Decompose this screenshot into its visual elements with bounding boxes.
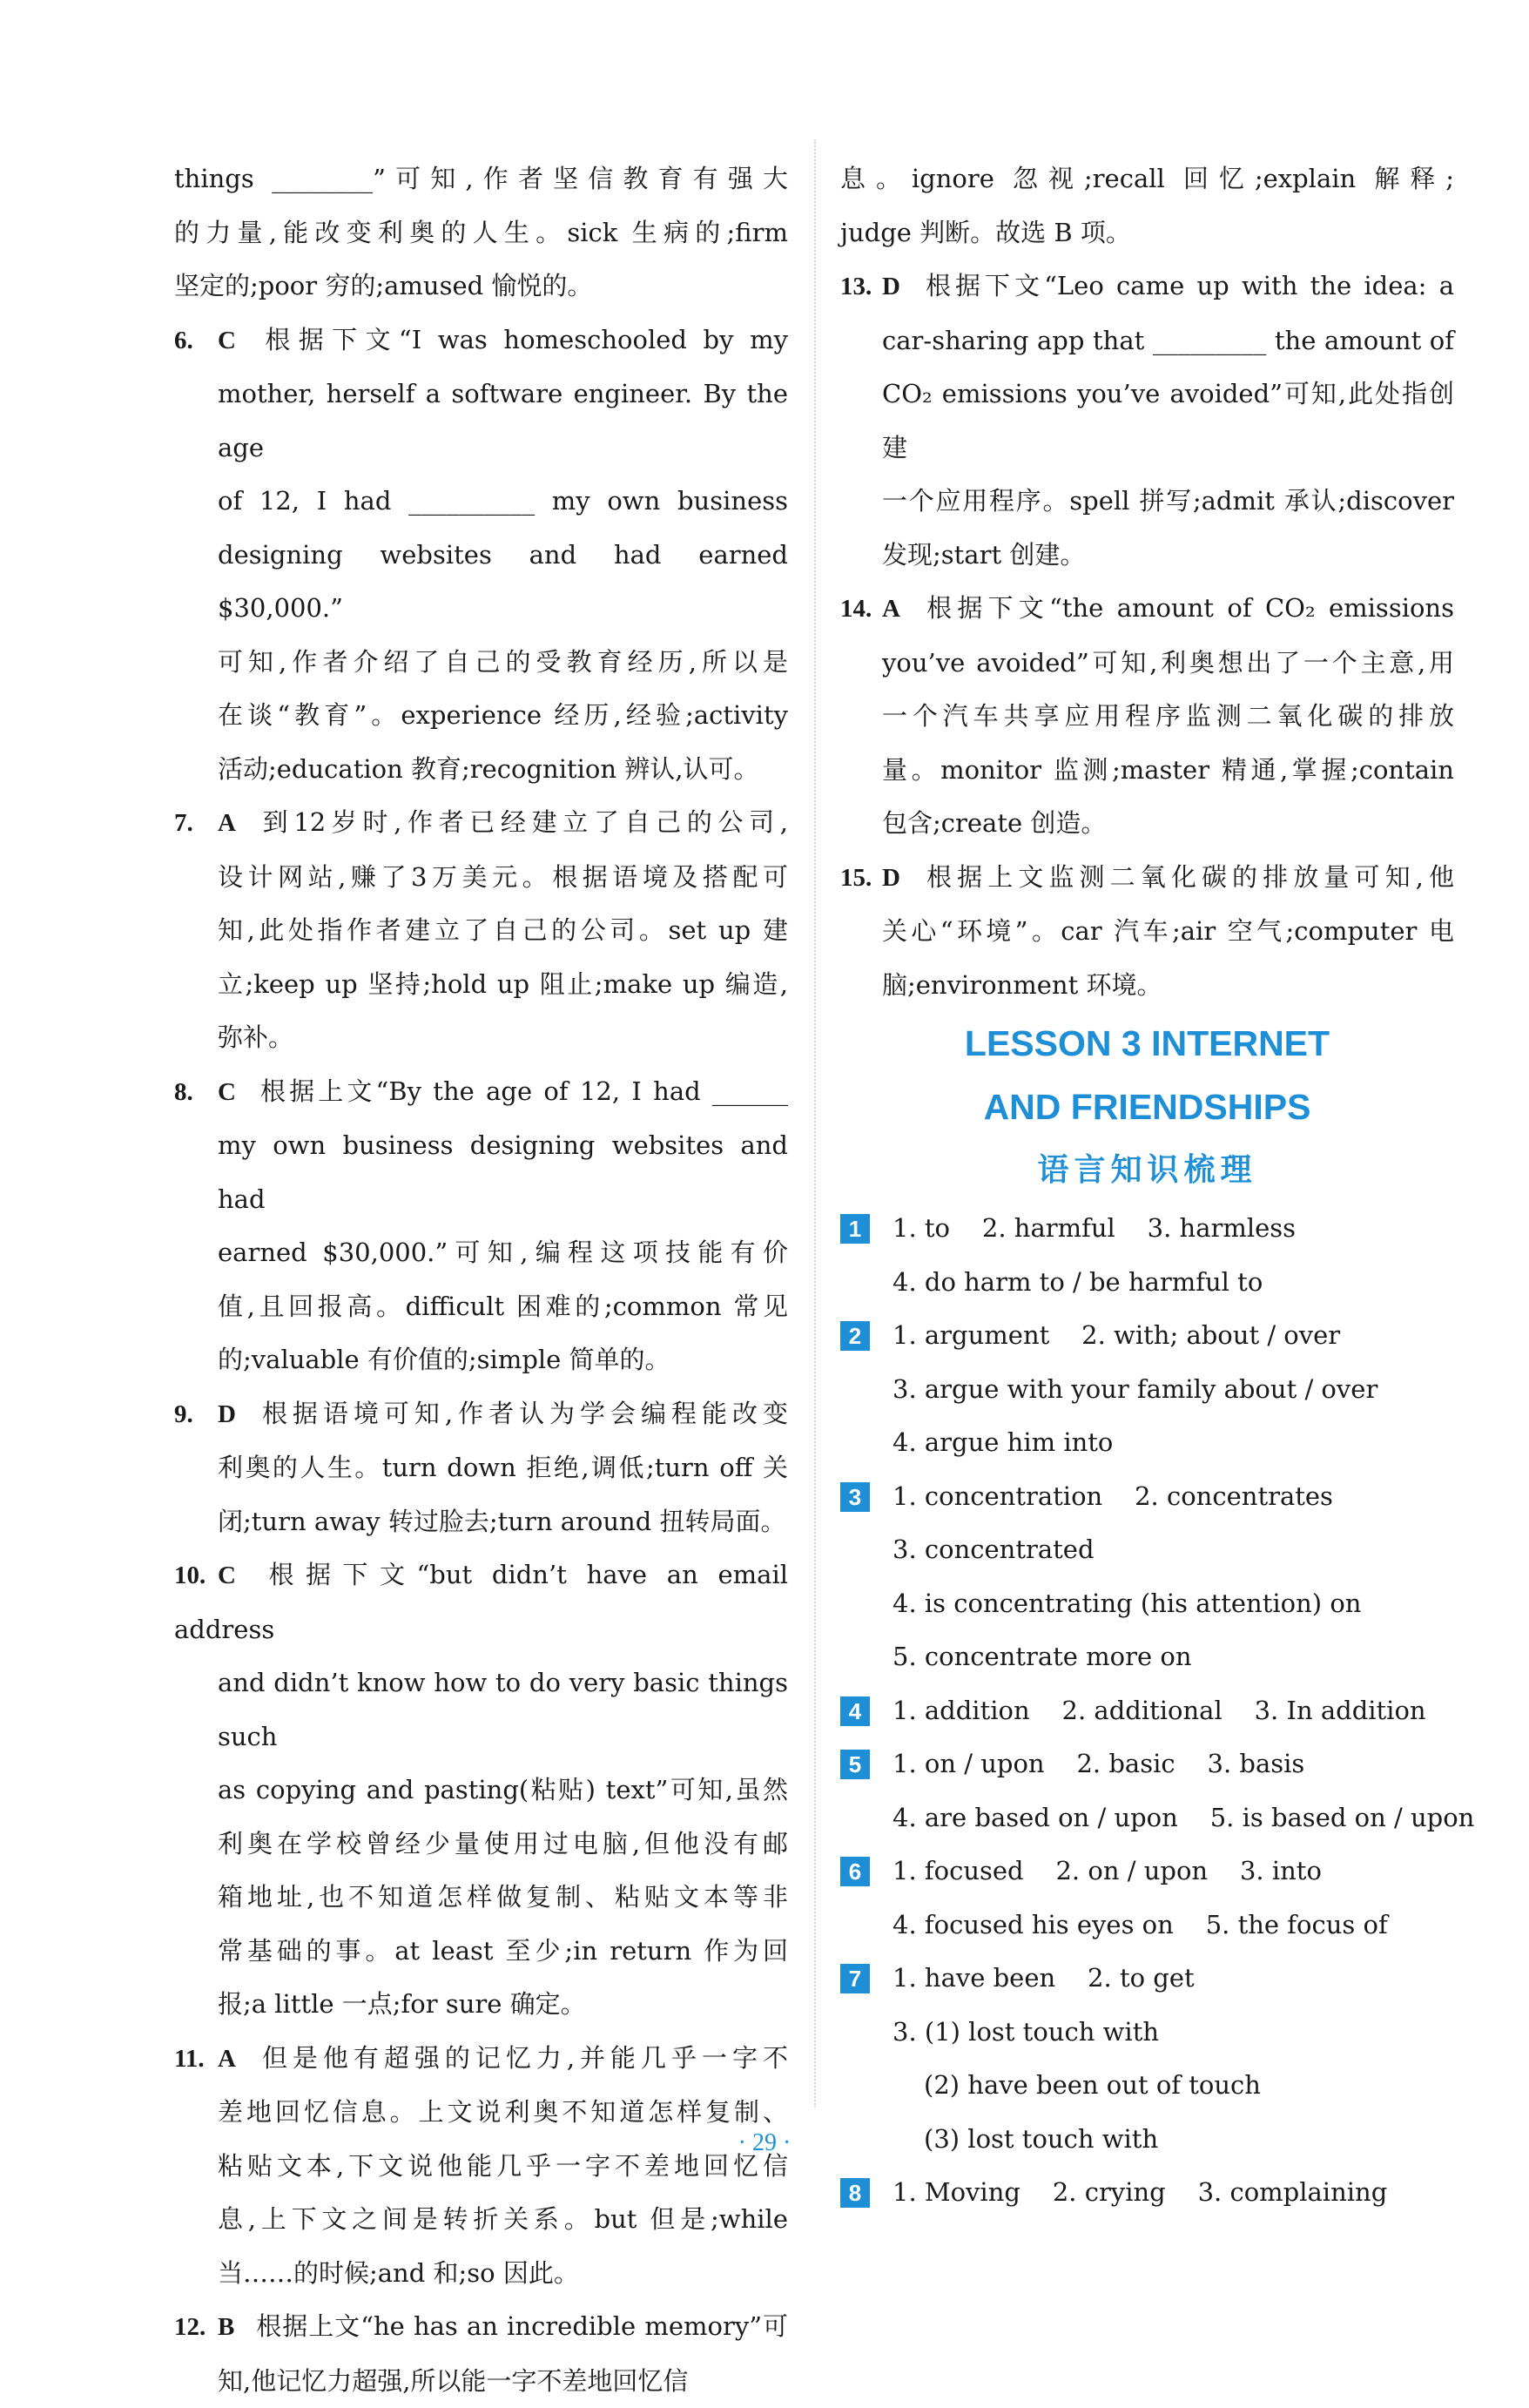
vocab-number-badge: 8 xyxy=(840,2178,870,2208)
vocab-number-badge: 5 xyxy=(840,1750,870,1779)
vocab-block xyxy=(840,1684,1454,1738)
answer-item xyxy=(174,1065,788,1387)
vocab-line: 1. on / upon 2. basic 3. basis xyxy=(892,1737,1454,1791)
vocab-line: 3. argue with your family about / over xyxy=(892,1363,1454,1417)
explanation-text: 根据下文“Leo came up with the idea: a xyxy=(921,271,1454,300)
vocab-line: 4. argue him into xyxy=(892,1416,1454,1470)
explanation-text: 根据语境可知,作者认为学会编程能改变 xyxy=(257,1399,788,1428)
answer-line xyxy=(174,1387,788,1442)
answer-line: 立;keep up 坚持;hold up 阻止;make up 编造, xyxy=(174,958,788,1012)
answer-letter: C xyxy=(218,1078,236,1106)
column-divider xyxy=(814,139,816,2108)
vocab-line: 1. argument 2. with; about / over xyxy=(892,1309,1454,1363)
answer-line: car-sharing app that _________ the amount of xyxy=(840,314,1454,368)
vocab-number-badge: 7 xyxy=(840,1964,870,1993)
answer-line: 在谈“教育”。experience 经历,经验;activity xyxy=(174,689,788,743)
question-number: 14. xyxy=(840,583,882,637)
answer-line: of 12, I had __________ my own business xyxy=(174,475,788,529)
vocab-sub-line: (3) lost touch with xyxy=(892,2113,1454,2167)
vocab-line: 1. concentration 2. concentrates xyxy=(892,1470,1454,1524)
vocab-line: 1. addition 2. additional 3. In addition xyxy=(892,1684,1454,1738)
vocab-block xyxy=(840,1202,1454,1309)
question-number: 13. xyxy=(840,260,882,314)
answer-line: 知,此处指作者建立了自己的公司。set up 建 xyxy=(174,904,788,958)
answer-line xyxy=(174,1548,788,1656)
question-number: 9. xyxy=(174,1388,218,1442)
answer-item xyxy=(174,1387,788,1549)
answer-line: 知,他记忆力超强,所以能一字不差地回忆信 xyxy=(174,2355,788,2408)
vocab-line: 4. do harm to / be harmful to xyxy=(892,1256,1454,1310)
vocab-number-badge: 2 xyxy=(840,1321,870,1351)
vocab-line: 3. concentrated xyxy=(892,1523,1454,1577)
answer-line: as copying and pasting(粘贴) text”可知,虽然 xyxy=(174,1764,788,1818)
question-number: 12. xyxy=(174,2301,218,2355)
answer-line: 量。monitor 监测;master 精通,掌握;contain xyxy=(840,744,1454,798)
vocab-block xyxy=(840,1309,1454,1470)
answer-line xyxy=(174,2300,788,2355)
vocab-block xyxy=(840,2166,1454,2220)
answer-line: 活动;education 教育;recognition 辨认,认可。 xyxy=(174,743,788,797)
answer-line: 报;a little 一点;for sure 确定。 xyxy=(174,1978,788,2032)
answer-line: CO₂ emissions you’ve avoided”可知,此处指创建 xyxy=(840,368,1454,475)
right-column xyxy=(840,152,1454,2220)
answer-line: 设计网站,赚了3万美元。根据语境及搭配可 xyxy=(174,851,788,905)
answer-line: designing websites and had earned $30,000.” xyxy=(174,529,788,636)
page-number: · 29 · xyxy=(0,2129,1529,2157)
answer-line: 发现;start 创建。 xyxy=(840,529,1454,583)
answer-line: mother, herself a software engineer. By the age xyxy=(174,368,788,475)
answer-line: you’ve avoided”可知,利奥想出了一个主意,用 xyxy=(840,637,1454,691)
answer-line: 当……的时候;and 和;so 因此。 xyxy=(174,2247,788,2301)
explanation-text: 根据上文“By the age of 12, I had ______ xyxy=(257,1076,788,1106)
question-number: 8. xyxy=(174,1066,218,1120)
explanation-text: 但是他有超强的记忆力,并能几乎一字不 xyxy=(257,2043,788,2073)
answer-line: 粘贴文本,下文说他能几乎一字不差地回忆信 xyxy=(174,2140,788,2194)
answer-line: 一个应用程序。spell 拼写;admit 承认;discover xyxy=(840,475,1454,529)
answer-letter: C xyxy=(218,327,236,354)
answer-line: 利奥的人生。turn down 拒绝,调低;turn off 关 xyxy=(174,1441,788,1495)
continued-text-line: 坚定的;poor 穷的;amused 愉悦的。 xyxy=(174,260,788,314)
vocab-line: 1. focused 2. on / upon 3. into xyxy=(892,1845,1454,1899)
continued-text-line: judge 判断。故选 B 项。 xyxy=(840,206,1454,260)
answer-item xyxy=(174,2300,788,2408)
answer-item xyxy=(840,851,1454,1013)
answer-line: 的;valuable 有价值的;simple 简单的。 xyxy=(174,1333,788,1387)
vocab-number-badge: 6 xyxy=(840,1857,870,1886)
answer-line xyxy=(174,796,788,851)
explanation-text: 到12岁时,作者已经建立了自己的公司, xyxy=(257,807,788,837)
answer-line: 可知,作者介绍了自己的受教育经历,所以是 xyxy=(174,636,788,690)
vocab-line: 3. (1) lost touch with xyxy=(892,2006,1454,2060)
answer-item xyxy=(174,1548,788,2032)
section-title: 语言知识梳理 xyxy=(840,1139,1454,1202)
left-column xyxy=(174,152,788,2408)
answer-line: 利奥在学校曾经少量使用过电脑,但他没有邮 xyxy=(174,1818,788,1872)
answer-line: 值,且回报高。difficult 困难的;common 常见 xyxy=(174,1280,788,1334)
vocab-number-badge: 1 xyxy=(840,1214,870,1244)
explanation-text: 根据上文“he has an incredible memory”可 xyxy=(255,2311,788,2341)
answer-line xyxy=(840,260,1454,314)
answer-line: and didn’t know how to do very basic things such xyxy=(174,1656,788,1764)
answer-line: 关心“环境”。car 汽车;air 空气;computer 电 xyxy=(840,905,1454,959)
continued-text-line: 的力量,能改变利奥的人生。sick 生病的;firm xyxy=(174,206,788,260)
vocab-line: 4. are based on / upon 5. is based on / upon xyxy=(892,1791,1454,1845)
question-number: 15. xyxy=(840,852,882,906)
vocab-line: 1. have been 2. to get xyxy=(892,1952,1454,2006)
answer-line: 弥补。 xyxy=(174,1011,788,1065)
vocab-line: 4. is concentrating (his attention) on xyxy=(892,1577,1454,1631)
answer-item xyxy=(174,796,788,1065)
answer-line: earned $30,000.”可知,编程这项技能有价 xyxy=(174,1226,788,1280)
question-number: 10. xyxy=(174,1549,218,1603)
question-number: 6. xyxy=(174,314,218,368)
vocab-block xyxy=(840,1470,1454,1684)
explanation-text: 根据下文“I was homeschooled by my xyxy=(257,325,788,354)
answer-letter: B xyxy=(218,2313,234,2341)
continued-text-line: things ________”可知,作者坚信教育有强大 xyxy=(174,152,788,206)
vocab-block xyxy=(840,1845,1454,1952)
answer-line: 一个汽车共享应用程序监测二氧化碳的排放 xyxy=(840,690,1454,744)
vocab-line: 4. focused his eyes on 5. the focus of xyxy=(892,1899,1454,1953)
answer-line: 脑;environment 环境。 xyxy=(840,959,1454,1013)
answer-line xyxy=(840,851,1454,906)
answer-item xyxy=(174,314,788,797)
vocab-sub-line: (2) have been out of touch xyxy=(892,2059,1454,2113)
answer-letter: D xyxy=(882,273,900,300)
explanation-text: 根据下文“but didn’t have an email address xyxy=(174,1560,788,1644)
answer-line: 差地回忆信息。上文说利奥不知道怎样复制、 xyxy=(174,2086,788,2140)
answer-letter: D xyxy=(882,864,900,892)
answer-line: 包含;create 创造。 xyxy=(840,797,1454,851)
lesson-title-line-2: AND FRIENDSHIPS xyxy=(840,1076,1454,1139)
answer-line: 息,上下文之间是转折关系。but 但是;while xyxy=(174,2193,788,2247)
answer-line: 闭;turn away 转过脸去;turn around 扭转局面。 xyxy=(174,1495,788,1549)
answer-letter: A xyxy=(218,809,236,837)
vocab-line: 5. concentrate more on xyxy=(892,1630,1454,1684)
answer-letter: A xyxy=(218,2045,236,2073)
answer-line xyxy=(174,314,788,368)
vocab-number-badge: 3 xyxy=(840,1482,870,1512)
answer-letter: A xyxy=(882,595,900,623)
explanation-text: 根据上文监测二氧化碳的排放量可知,他 xyxy=(921,862,1454,892)
answer-line: 箱地址,也不知道怎样做复制、粘贴文本等非 xyxy=(174,1871,788,1925)
answer-item xyxy=(174,2032,788,2301)
vocab-block xyxy=(840,1737,1454,1845)
answer-line: my own business designing websites and had xyxy=(174,1119,788,1226)
question-number: 11. xyxy=(174,2033,218,2087)
answer-line: 常基础的事。at least 至少;in return 作为回 xyxy=(174,1925,788,1979)
continued-text-line: 息。ignore 忽视;recall 回忆;explain 解释; xyxy=(840,152,1454,206)
answer-letter: D xyxy=(218,1400,236,1428)
question-number: 7. xyxy=(174,797,218,851)
lesson-title-line-1: LESSON 3 INTERNET xyxy=(840,1012,1454,1076)
explanation-text: 根据下文“the amount of CO₂ emissions xyxy=(921,593,1454,623)
vocab-line: 1. to 2. harmful 3. harmless xyxy=(892,1202,1454,1256)
vocab-line: 1. Moving 2. crying 3. complaining xyxy=(892,2166,1454,2220)
answer-line xyxy=(174,1065,788,1120)
answer-line xyxy=(840,582,1454,637)
answer-letter: C xyxy=(218,1561,236,1589)
vocab-number-badge: 4 xyxy=(840,1696,870,1726)
answer-line xyxy=(174,2032,788,2087)
answer-item xyxy=(840,582,1454,851)
answer-item xyxy=(840,260,1454,582)
